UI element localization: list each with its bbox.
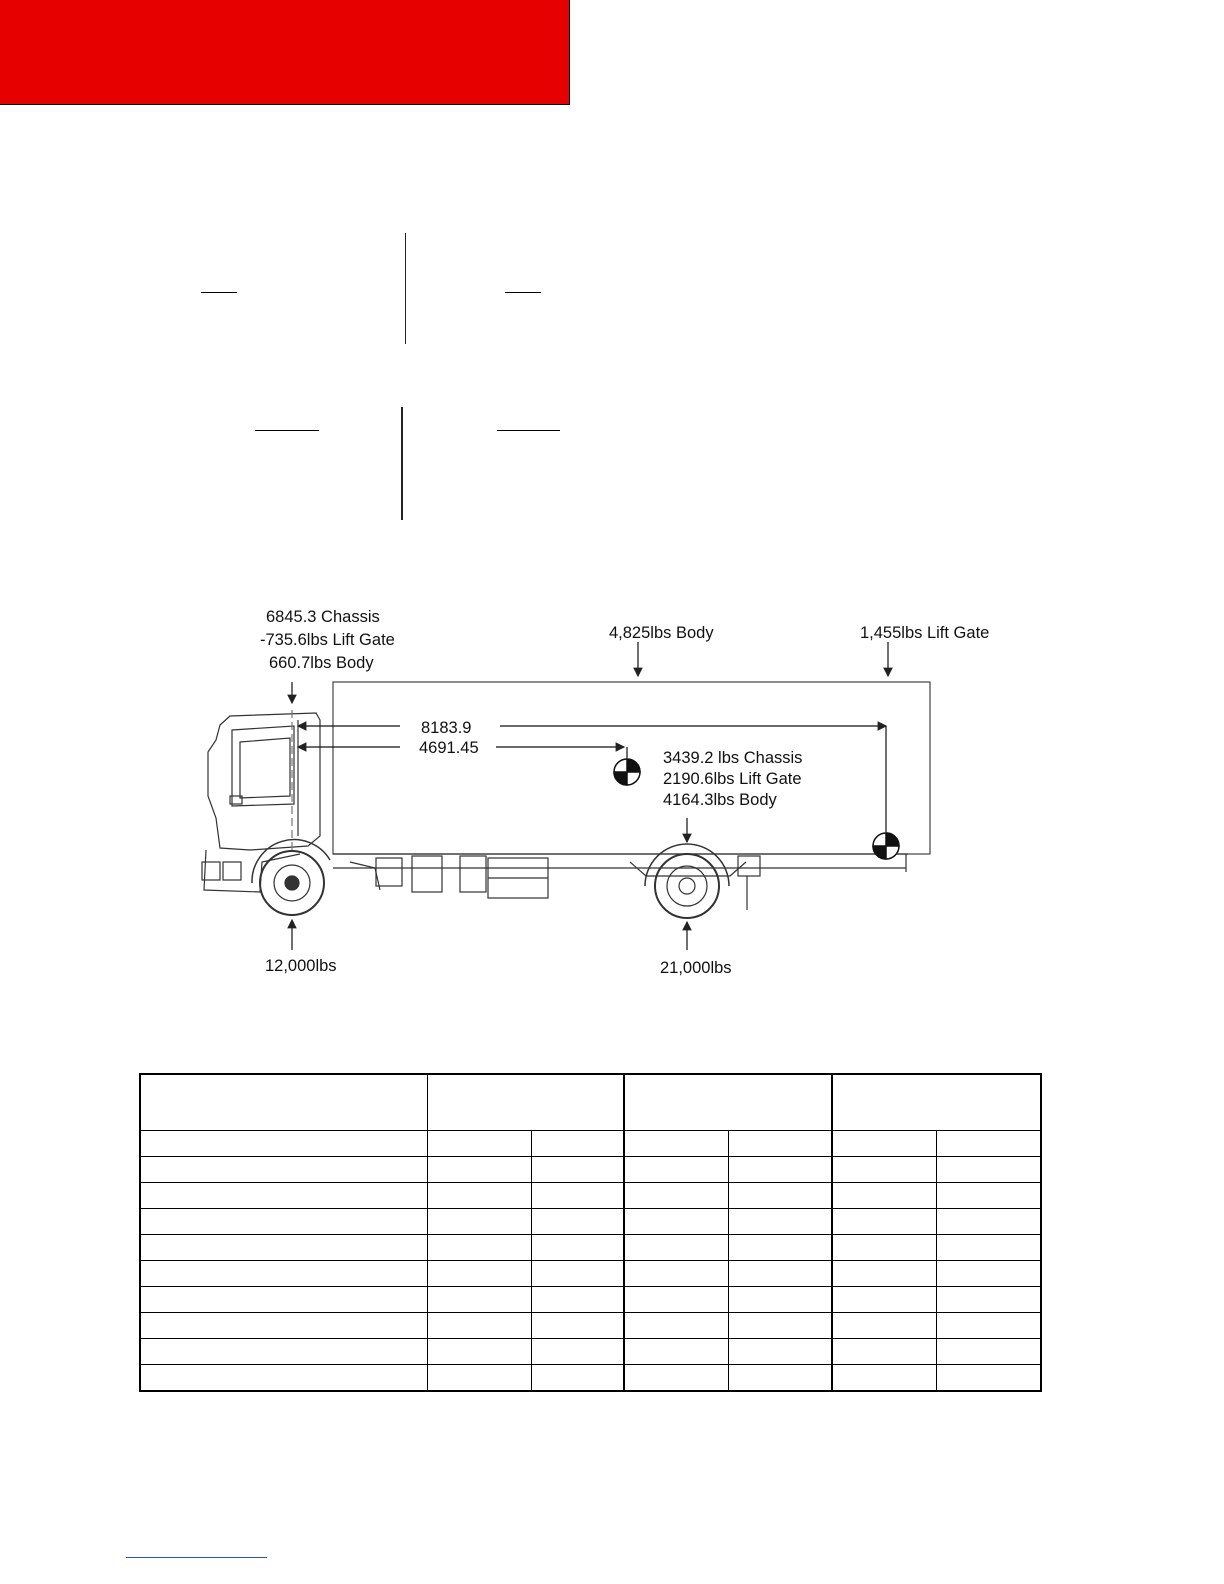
table-cell bbox=[531, 1365, 624, 1391]
table-cell bbox=[936, 1339, 1041, 1365]
table-cell bbox=[624, 1235, 728, 1261]
table-row bbox=[140, 1313, 1041, 1339]
table-cell bbox=[832, 1313, 936, 1339]
lift-gate-cg-symbol bbox=[873, 833, 899, 859]
fraction-bar-4 bbox=[497, 430, 560, 431]
table-cell bbox=[728, 1339, 832, 1365]
table-header-cell bbox=[427, 1074, 624, 1130]
front-body-load: 660.7lbs Body bbox=[269, 654, 374, 672]
table-cell bbox=[427, 1339, 531, 1365]
table-cell bbox=[728, 1235, 832, 1261]
table-cell bbox=[728, 1365, 832, 1391]
lift-gate-load-label: 1,455lbs Lift Gate bbox=[860, 624, 990, 642]
table-cell bbox=[427, 1365, 531, 1391]
table-cell bbox=[728, 1261, 832, 1287]
table-cell bbox=[427, 1156, 531, 1182]
header-banner bbox=[0, 0, 570, 105]
table-cell bbox=[427, 1130, 531, 1156]
table-cell bbox=[624, 1130, 728, 1156]
table-cell bbox=[531, 1130, 624, 1156]
table-cell bbox=[832, 1182, 936, 1208]
table-cell bbox=[140, 1182, 427, 1208]
table-cell bbox=[936, 1235, 1041, 1261]
table-cell bbox=[936, 1209, 1041, 1235]
table-cell bbox=[728, 1313, 832, 1339]
table-cell bbox=[832, 1287, 936, 1313]
table-cell bbox=[832, 1339, 936, 1365]
lift-gate-distance: 8183.9 bbox=[421, 719, 472, 737]
table-cell bbox=[140, 1287, 427, 1313]
table-cell bbox=[728, 1130, 832, 1156]
table-cell bbox=[531, 1209, 624, 1235]
table-cell bbox=[832, 1209, 936, 1235]
body-distance: 4691.45 bbox=[419, 739, 479, 757]
table-row bbox=[140, 1261, 1041, 1287]
table-cell bbox=[624, 1261, 728, 1287]
table-cell bbox=[936, 1365, 1041, 1391]
divider-1 bbox=[405, 233, 406, 344]
table-cell bbox=[140, 1130, 427, 1156]
table-cell bbox=[140, 1209, 427, 1235]
fraction-bar-1 bbox=[201, 292, 237, 293]
rear-body-load: 4164.3lbs Body bbox=[663, 791, 777, 809]
table-cell bbox=[936, 1313, 1041, 1339]
table-cell bbox=[427, 1182, 531, 1208]
table-cell bbox=[936, 1287, 1041, 1313]
table-cell bbox=[832, 1130, 936, 1156]
truck-cab bbox=[208, 713, 320, 850]
table-header-cell bbox=[140, 1074, 427, 1130]
table-cell bbox=[936, 1261, 1041, 1287]
table-cell bbox=[531, 1235, 624, 1261]
truck-load-diagram bbox=[190, 600, 1020, 990]
table-cell bbox=[624, 1209, 728, 1235]
footer-link[interactable] bbox=[126, 1557, 267, 1558]
table-cell bbox=[531, 1313, 624, 1339]
table-header-cell bbox=[624, 1074, 832, 1130]
table-row bbox=[140, 1339, 1041, 1365]
rear-axle-rating: 21,000lbs bbox=[660, 959, 732, 977]
table-cell bbox=[728, 1287, 832, 1313]
table-cell bbox=[531, 1156, 624, 1182]
table-cell bbox=[624, 1182, 728, 1208]
table-cell bbox=[427, 1313, 531, 1339]
table-cell bbox=[624, 1287, 728, 1313]
table-row bbox=[140, 1156, 1041, 1182]
body-cg-symbol bbox=[614, 759, 640, 785]
table-row bbox=[140, 1235, 1041, 1261]
table-row bbox=[140, 1130, 1041, 1156]
front-lift-gate-load: -735.6lbs Lift Gate bbox=[260, 631, 395, 649]
table-row bbox=[140, 1287, 1041, 1313]
table-cell bbox=[832, 1235, 936, 1261]
table-cell bbox=[140, 1235, 427, 1261]
table-cell bbox=[140, 1365, 427, 1391]
table-cell bbox=[531, 1339, 624, 1365]
fraction-bar-2 bbox=[505, 292, 541, 293]
table-cell bbox=[427, 1235, 531, 1261]
rear-chassis-load: 3439.2 lbs Chassis bbox=[663, 749, 803, 767]
table-cell bbox=[427, 1261, 531, 1287]
table-cell bbox=[140, 1313, 427, 1339]
rear-lift-gate-load: 2190.6lbs Lift Gate bbox=[663, 770, 802, 788]
table-cell bbox=[624, 1365, 728, 1391]
table-row bbox=[140, 1209, 1041, 1235]
table-cell bbox=[624, 1313, 728, 1339]
divider-2 bbox=[401, 407, 403, 520]
table-cell bbox=[531, 1182, 624, 1208]
table-cell bbox=[140, 1156, 427, 1182]
table-cell bbox=[624, 1156, 728, 1182]
front-axle-rating: 12,000lbs bbox=[265, 957, 337, 975]
table-header-row bbox=[140, 1074, 1041, 1130]
table-cell bbox=[427, 1209, 531, 1235]
table-cell bbox=[531, 1261, 624, 1287]
table-cell bbox=[936, 1156, 1041, 1182]
table-row bbox=[140, 1182, 1041, 1208]
table-cell bbox=[832, 1156, 936, 1182]
table-cell bbox=[832, 1365, 936, 1391]
table-cell bbox=[728, 1156, 832, 1182]
table-cell bbox=[728, 1182, 832, 1208]
table-cell bbox=[936, 1182, 1041, 1208]
table-cell bbox=[140, 1339, 427, 1365]
front-chassis-load: 6845.3 Chassis bbox=[266, 608, 380, 626]
table-cell bbox=[624, 1339, 728, 1365]
table-header-cell bbox=[832, 1074, 1041, 1130]
fraction-bar-3 bbox=[255, 430, 319, 431]
weight-table bbox=[139, 1073, 1042, 1392]
table-row bbox=[140, 1365, 1041, 1391]
table-cell bbox=[936, 1130, 1041, 1156]
table-cell bbox=[728, 1209, 832, 1235]
table-cell bbox=[832, 1261, 936, 1287]
rear-wheel bbox=[655, 854, 719, 918]
body-load-label: 4,825lbs Body bbox=[609, 624, 714, 642]
table-cell bbox=[427, 1287, 531, 1313]
table-cell bbox=[140, 1261, 427, 1287]
table-cell bbox=[531, 1287, 624, 1313]
